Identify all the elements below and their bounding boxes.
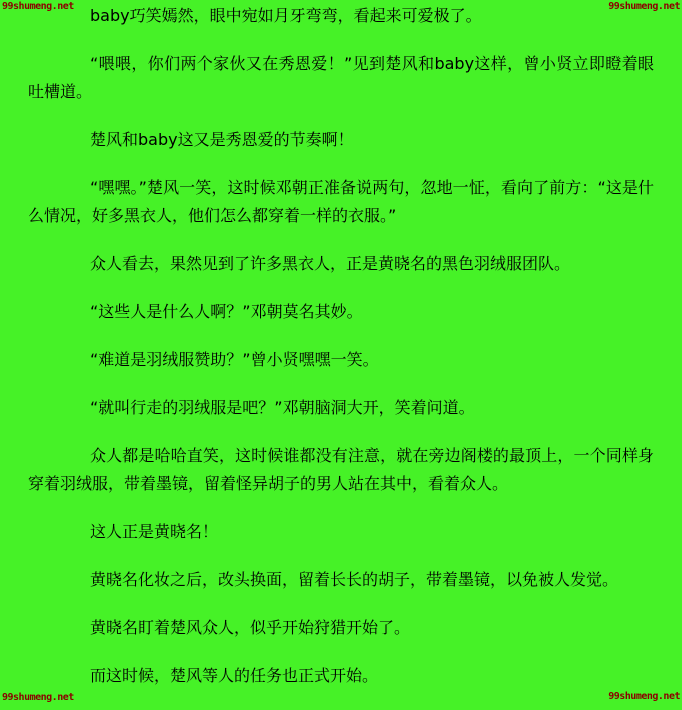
- novel-paragraph: 众人看去，果然见到了许多黑衣人，正是黄晓名的黑色羽绒服团队。: [90, 254, 571, 273]
- novel-paragraph: 众人都是哈哈直笑，这时候谁都没有注意，就在旁边阁楼的最顶上，一个同样身穿着羽绒服，带着墨镜，留着怪异胡子的男人站在其中，看着众人。: [28, 446, 654, 493]
- watermark-top-right: 99shumeng.net: [608, 1, 680, 12]
- novel-paragraph: baby巧笑嫣然，眼中宛如月牙弯弯，看起来可爱极了。: [90, 6, 482, 25]
- novel-paragraph: 楚风和baby这又是秀恩爱的节奏啊！: [90, 130, 354, 149]
- novel-paragraph: “难道是羽绒服赞助？”曾小贤嘿嘿一笑。: [90, 350, 379, 369]
- watermark-bottom-left: 99shumeng.net: [2, 692, 74, 703]
- watermark-top-left: 99shumeng.net: [2, 1, 74, 12]
- novel-paragraph: “这些人是什么人啊？”邓朝莫名其妙。: [90, 302, 363, 321]
- novel-paragraph: 而这时候，楚风等人的任务也正式开始。: [90, 666, 379, 685]
- novel-paragraph: 黄晓名化妆之后，改头换面，留着长长的胡子，带着墨镜，以免被人发觉。: [90, 570, 619, 589]
- novel-paragraph: “就叫行走的羽绒服是吧？”邓朝脑洞大开，笑着问道。: [90, 398, 475, 417]
- novel-paragraph: “嘿嘿。”楚风一笑，这时候邓朝正准备说两句，忽地一怔，看向了前方：“这是什么情况，好多黑衣人，他们怎么都穿着一样的衣服。”: [28, 178, 654, 225]
- watermark-bottom-right: 99shumeng.net: [608, 691, 680, 702]
- novel-paragraph: “喂喂，你们两个家伙又在秀恩爱！”见到楚风和baby这样，曾小贤立即瞪着眼吐槽道。: [28, 54, 654, 101]
- novel-paragraph: 黄晓名盯着楚风众人，似乎开始狩猎开始了。: [90, 618, 411, 637]
- novel-paragraph: 这人正是黄晓名！: [90, 522, 219, 541]
